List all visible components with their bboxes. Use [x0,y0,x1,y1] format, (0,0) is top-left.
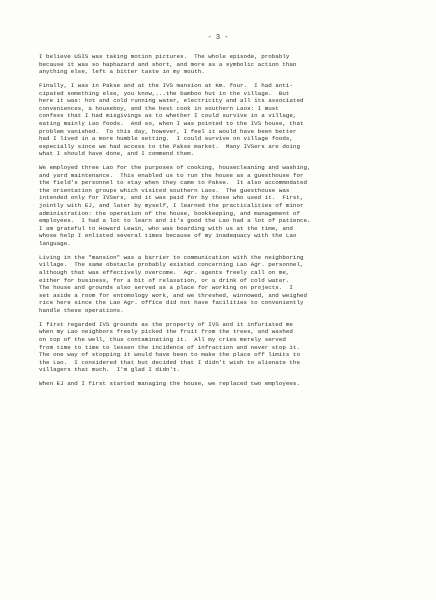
text-line: When EJ and I first started managing the house, we replaced two employees. [39,380,300,388]
text-line: on top of the well, thus contaminating it. All my cries merely served [39,335,286,343]
text-line: because it was so haphazard and short, and more as a symbolic action than [39,60,297,68]
text-line: rice here since the Lao Agr. office did not have facilities to conveniently [39,299,304,307]
text-line: the Lao. I considered that but decided that I didn't wish to alienate the [39,358,300,366]
text-line: and yard maintenance. This enabled us to run the house as a guesthouse for [39,171,304,179]
text-line: employees. I had a lot to learn and it's good the Lao had a lot of patience. [39,217,311,225]
paragraph [39,321,419,374]
text-line: Finally, I was in Pakse and at the IVS mansion at Km. four. I had anti- [39,81,293,89]
text-line: intended only for IVSers, and it was paid for by those who used it. First, [39,194,304,202]
paragraph [39,82,419,158]
text-line: either for business, for a bit of relaxation, or a drink of cold water. [39,276,290,284]
text-line: village. The same obstacle probably existed concerning Lao Agr. personnel, [39,261,304,269]
paragraph [39,254,419,315]
text-line: cipated something else, you know,...the bamboo hut in the village. But [39,89,290,97]
paragraph [39,53,419,76]
text-line: We employed three Lao for the purposes of cooking, housecleaning and washing, [39,164,311,172]
text-line: jointly with EJ, and later by myself, I learned the practicalities of minor [39,202,304,210]
page-number: - 3 - [207,34,229,42]
text-line: eating mainly Lao foods. And so, when I was pointed to the IVS house, that [39,119,304,127]
text-line: from time to time to lessen the incidence of infraction and never stop it. [39,343,300,351]
text-line: Living in the "mansion" was a barrier to communication with the neighboring [39,253,304,261]
text-line: The one way of stopping it would have been to make the place off limits to [39,351,300,359]
text-line: what I should have done, and I commend them. [39,150,195,158]
text-line: conveniences, a houseboy, and the best cook in southern Laos: I must [39,104,279,112]
text-line: anything else, left a bitter taste in my mouth. [39,68,205,76]
text-line: the orientation groups which visited southern Laos. The guesthouse was [39,186,290,194]
document-body [39,53,419,394]
text-line: set aside a room for entomology work, and we threshed, winnowed, and weighed [39,291,308,299]
text-line: when my Lao neighbors freely picked the fruit from the trees, and washed [39,328,293,336]
text-line: the field's personnel to stay when they came to Pakse. It also accommodated [39,179,308,187]
paragraph [39,380,419,388]
text-line: The house and grounds also served as a place for working on projects. I [39,284,293,292]
text-line: language. [39,240,71,248]
text-line: I first regarded IVS grounds as the property of IVS and it infuriated me [39,320,293,328]
text-line: had I lived in a more humble setting. I could survive on village foods, [39,135,293,143]
text-line: especially since we had access to the Pakse market. Many IVSers are doing [39,142,300,150]
paragraph [39,164,419,248]
text-line: villagers that much. I'm glad I didn't. [39,366,181,374]
text-line: handle these operations. [39,306,124,314]
text-line: here it was: hot and cold running water, electricity and all its associated [39,97,304,105]
text-line: problem vanished. To this day, however, I feel it would have been better [39,127,297,135]
text-line: whose help I enlisted several times because of my inadequacy with the Lao [39,232,297,240]
text-line: I believe USIS was taking motion pictures. The whole episode, probably [39,53,290,60]
text-line: confess that I had misgivings as to whether I could survive in a village, [39,112,297,120]
text-line: administration: the operation of the house, bookkeeping, and management of [39,209,300,217]
text-line: although that was effectively overcome. Agr. agents freely call on me, [39,269,290,276]
text-line: I am grateful to Howard Lewin, who was boarding with us at the time, and [39,224,293,232]
